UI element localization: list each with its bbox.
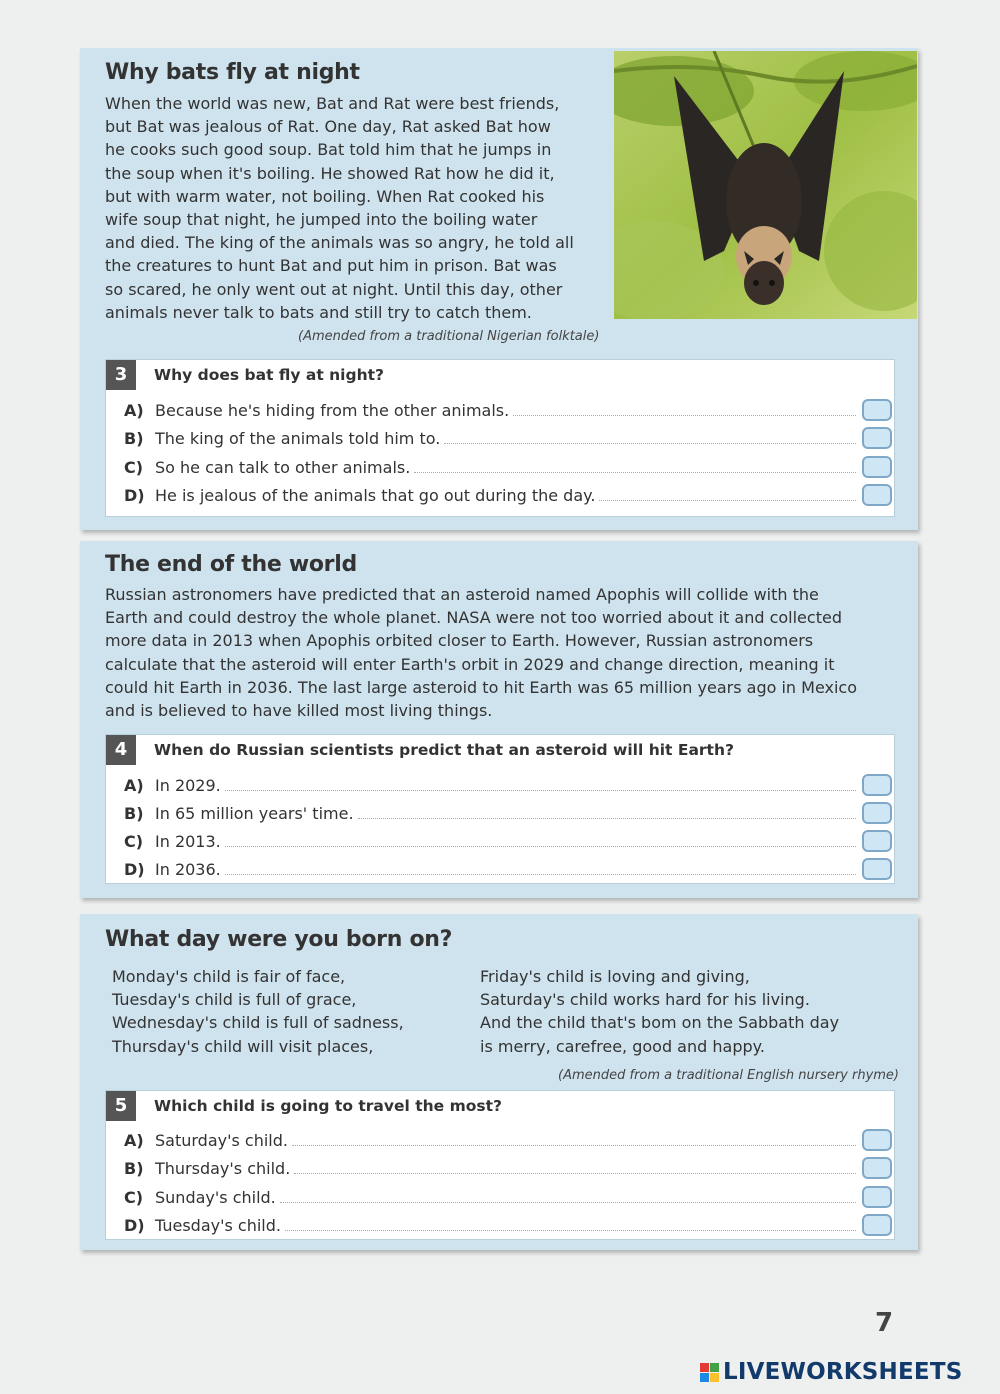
answer-option-c	[124, 829, 862, 853]
brand-name: LIVEWORKSHEETS	[723, 1359, 963, 1385]
option-letter: B)	[124, 803, 144, 823]
text-line: the soup when it's boiling. He showed Rat how he did it,	[105, 163, 555, 183]
answer-option-a	[124, 773, 862, 797]
option-letter: D)	[124, 859, 145, 879]
answer-option-d	[124, 483, 862, 507]
option-text: He is jealous of the animals that go out during the day.	[155, 485, 596, 505]
answer-checkbox[interactable]	[862, 1186, 892, 1208]
option-letter: B)	[124, 428, 144, 448]
poem-line: is merry, carefree, good and happy.	[480, 1036, 765, 1056]
question-text: When do Russian scientists predict that an asteroid will hit Earth?	[154, 741, 734, 759]
text-line: more data in 2013 when Apophis orbited closer to Earth. However, Russian astronomers	[105, 631, 814, 651]
question-number: 3	[106, 360, 136, 390]
leader-dots	[225, 846, 856, 847]
question-number: 4	[106, 735, 136, 765]
story-panel-bats	[80, 48, 918, 530]
poem-line: Saturday's child works hard for his living.	[480, 990, 810, 1010]
answer-checkbox[interactable]	[862, 830, 892, 852]
text-line: and is believed to have killed most living things.	[105, 701, 493, 721]
option-letter: A)	[124, 775, 144, 795]
answer-checkbox[interactable]	[862, 427, 892, 449]
text-line: the creatures to hunt Bat and put him in prison. Bat was	[105, 256, 557, 276]
text-line: and died. The king of the animals was so angry, he told all	[105, 233, 574, 253]
option-text: The king of the animals told him to.	[155, 428, 441, 448]
source-note: (Amended from a traditional English nursery rhyme)	[558, 1068, 900, 1083]
answer-checkbox[interactable]	[862, 456, 892, 478]
poem-left	[112, 965, 404, 1058]
section-title: Why bats fly at night	[105, 60, 360, 85]
option-letter: D)	[124, 485, 145, 505]
text-line: Earth and could destroy the whole planet. NASA were not too worried about it and collected	[105, 608, 842, 628]
answer-checkbox[interactable]	[862, 484, 892, 506]
option-letter: B)	[124, 1158, 144, 1178]
answer-option-a	[124, 398, 862, 422]
story-text	[105, 583, 857, 722]
option-text: In 65 million years' time.	[155, 803, 354, 823]
text-line: but Bat was jealous of Rat. One day, Rat asked Bat how	[105, 117, 551, 137]
option-text: Saturday's child.	[155, 1130, 288, 1150]
leader-dots	[444, 443, 856, 444]
text-line: animals never talk to bats and still try to catch them.	[105, 302, 532, 322]
section-title: The end of the world	[105, 552, 357, 577]
question-box-3	[105, 359, 895, 517]
leader-dots	[599, 500, 856, 501]
option-text: Sunday's child.	[155, 1187, 276, 1207]
poem-line: Friday's child is loving and giving,	[480, 967, 750, 986]
text-line: could hit Earth in 2036. The last large asteroid to hit Earth was 65 million years ago in Mexico	[105, 677, 858, 697]
poem-line: Monday's child is fair of face,	[112, 967, 346, 986]
question-number: 5	[106, 1091, 136, 1121]
poem-line: Wednesday's child is full of sadness,	[112, 1013, 404, 1033]
poem-line: Tuesday's child is full of grace,	[112, 990, 357, 1010]
story-panel-asteroid	[80, 541, 918, 898]
option-letter: C)	[124, 831, 144, 851]
answer-option-c	[124, 1185, 862, 1209]
bat-photo	[614, 51, 917, 319]
answer-checkbox[interactable]	[862, 774, 892, 796]
leader-dots	[292, 1145, 856, 1146]
leader-dots	[225, 790, 856, 791]
leader-dots	[280, 1202, 856, 1203]
poem-line: And the child that's bom on the Sabbath day	[480, 1013, 840, 1033]
text-line: When the world was new, Bat and Rat were best friends,	[105, 94, 560, 113]
answer-checkbox[interactable]	[862, 802, 892, 824]
leader-dots	[513, 415, 856, 416]
answer-checkbox[interactable]	[862, 858, 892, 880]
option-text: In 2013.	[155, 831, 221, 851]
text-line: he cooks such good soup. Bat told him that he jumps in	[105, 140, 552, 160]
option-letter: A)	[124, 400, 144, 420]
answer-option-d	[124, 857, 862, 881]
option-text: In 2036.	[155, 859, 221, 879]
leader-dots	[285, 1230, 856, 1231]
leader-dots	[414, 472, 856, 473]
option-letter: C)	[124, 457, 144, 477]
answer-checkbox[interactable]	[862, 1157, 892, 1179]
option-text: Because he's hiding from the other animals.	[155, 400, 510, 420]
story-text	[105, 92, 574, 324]
text-line: wife soup that night, he jumped into the boiling water	[105, 210, 538, 230]
poem-right	[480, 965, 839, 1058]
answer-checkbox[interactable]	[862, 1214, 892, 1236]
option-letter: C)	[124, 1187, 144, 1207]
answer-option-c	[124, 455, 862, 479]
text-line: but with warm water, not boiling. When Rat cooked his	[105, 186, 545, 206]
section-title: What day were you born on?	[105, 927, 453, 952]
answer-option-b	[124, 426, 862, 450]
text-line: so scared, he only went out at night. Until this day, other	[105, 279, 563, 299]
story-panel-rhyme	[80, 914, 918, 1250]
answer-option-b	[124, 801, 862, 825]
leader-dots	[225, 874, 856, 875]
option-text: Tuesday's child.	[155, 1215, 281, 1235]
option-letter: A)	[124, 1130, 144, 1150]
question-box-4	[105, 734, 895, 884]
answer-option-a	[124, 1128, 862, 1152]
text-line: calculate that the asteroid will enter Earth's orbit in 2029 and change direction, meaning it	[105, 654, 835, 674]
option-text: In 2029.	[155, 775, 221, 795]
answer-option-b	[124, 1156, 862, 1180]
poem-line: Thursday's child will visit places,	[112, 1036, 374, 1056]
brand-logo[interactable]	[700, 1359, 962, 1385]
question-text: Why does bat fly at night?	[154, 366, 385, 384]
page-number: 7	[875, 1308, 894, 1338]
brand-grid-icon	[700, 1363, 719, 1382]
answer-checkbox[interactable]	[862, 399, 892, 421]
text-line: Russian astronomers have predicted that an asteroid named Apophis will collide with the	[105, 585, 819, 604]
option-text: So he can talk to other animals.	[155, 457, 411, 477]
answer-checkbox[interactable]	[862, 1129, 892, 1151]
source-note: (Amended from a traditional Nigerian folktale)	[298, 329, 600, 344]
leader-dots	[294, 1173, 856, 1174]
leader-dots	[358, 818, 856, 819]
question-text: Which child is going to travel the most?	[154, 1097, 502, 1115]
option-text: Thursday's child.	[155, 1158, 291, 1178]
answer-option-d	[124, 1213, 862, 1237]
option-letter: D)	[124, 1215, 145, 1235]
question-box-5	[105, 1090, 895, 1240]
